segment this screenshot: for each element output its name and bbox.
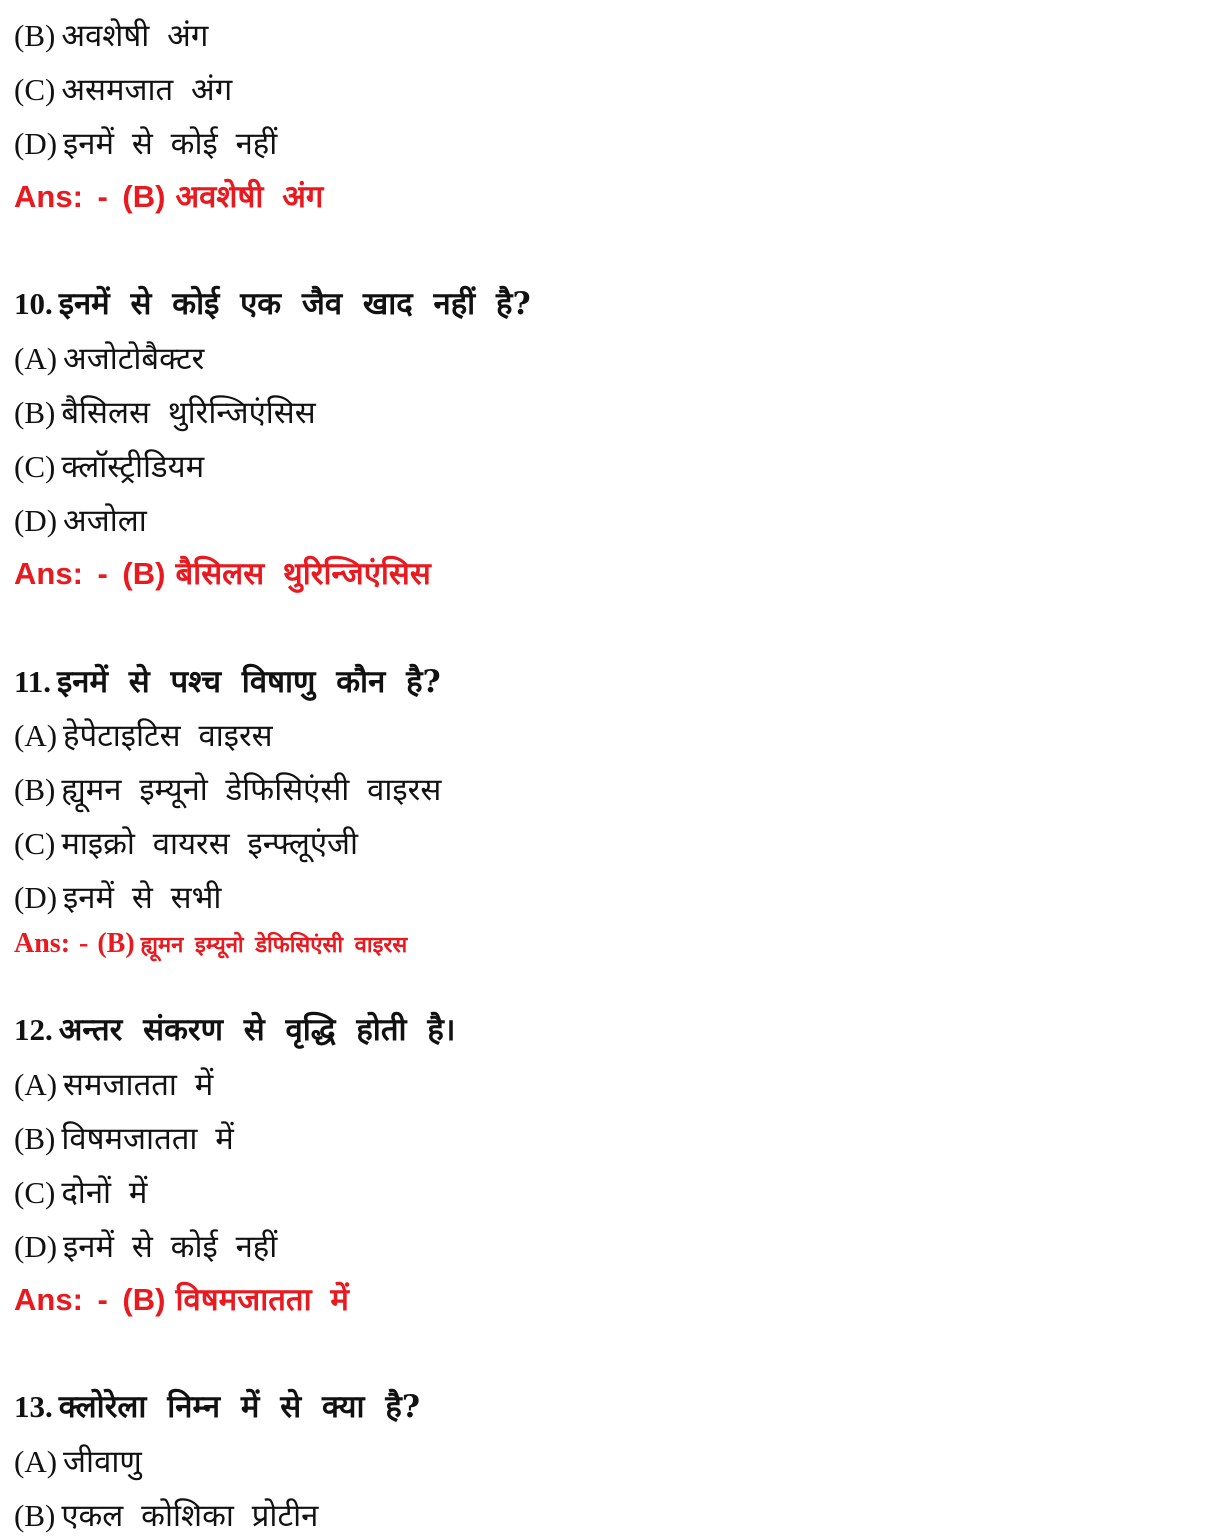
option-label: (A) <box>14 1444 58 1479</box>
option-d <box>14 1227 277 1267</box>
option-text: इनमें से कोई नहीं <box>63 126 278 162</box>
question-10 <box>14 284 531 324</box>
option-label: (C) <box>14 1175 56 1210</box>
option-a <box>14 339 204 379</box>
option-text: इनमें से कोई नहीं <box>63 1229 278 1265</box>
option-label: (B) <box>14 1121 56 1156</box>
answer-text: अवशेषी अंग <box>175 179 324 215</box>
option-text: माइक्रो वायरस इन्फ्लूएंजी <box>61 826 359 862</box>
option-d <box>14 501 147 541</box>
option-text: हेपेटाइटिस वाइरस <box>63 718 273 754</box>
option-label: (D) <box>14 503 58 538</box>
option-a <box>14 1065 213 1105</box>
option-text: विषमजातता में <box>61 1121 234 1157</box>
question-text: क्लोरेला निम्न में से क्या है? <box>58 1389 420 1425</box>
option-text: जीवाणु <box>63 1444 142 1480</box>
option-label: (B) <box>14 772 56 807</box>
option-b <box>14 393 316 433</box>
question-number: 13. <box>14 1389 53 1424</box>
option-label: (D) <box>14 126 58 161</box>
question-number: 12. <box>14 1012 53 1047</box>
option-label: (B) <box>14 18 56 53</box>
question-11 <box>14 662 441 702</box>
option-d <box>14 878 221 918</box>
question-text: अन्तर संकरण से वृद्धि होती है। <box>58 1012 456 1048</box>
option-label: (D) <box>14 880 58 915</box>
option-a <box>14 1442 142 1482</box>
option-label: (C) <box>14 826 56 861</box>
option-text: क्लॉस्ट्रीडियम <box>61 449 205 485</box>
option-text: अजोला <box>63 503 147 539</box>
option-c <box>14 70 232 110</box>
option-b <box>14 1496 318 1536</box>
option-label: (C) <box>14 72 56 107</box>
option-text: इनमें से सभी <box>63 880 222 916</box>
option-label: (A) <box>14 341 58 376</box>
option-label: (B) <box>14 1498 56 1533</box>
option-label: (B) <box>14 395 56 430</box>
answer-line <box>14 177 323 217</box>
option-b <box>14 16 208 56</box>
option-text: एकल कोशिका प्रोटीन <box>61 1498 319 1534</box>
option-text: समजातता में <box>63 1067 214 1103</box>
option-label: (D) <box>14 1229 58 1264</box>
option-text: ह्यूमन इम्यूनो डेफिसिएंसी वाइरस <box>61 772 442 808</box>
answer-label: Ans: - (B) <box>14 556 166 591</box>
option-c <box>14 447 204 487</box>
question-13 <box>14 1387 420 1427</box>
option-a <box>14 716 273 756</box>
option-b <box>14 1119 234 1159</box>
question-text: इनमें से कोई एक जैव खाद नहीं है? <box>58 286 531 322</box>
option-c <box>14 824 358 864</box>
answer-text: विषमजातता में <box>175 1282 349 1318</box>
question-number: 11. <box>14 664 52 699</box>
option-text: बैसिलस थुरिन्जिएंसिस <box>61 395 316 431</box>
option-label: (C) <box>14 449 56 484</box>
option-text: असमजात अंग <box>61 72 233 108</box>
question-text: इनमें से पश्च विषाणु कौन है? <box>57 664 441 700</box>
option-text: अजोटोबैक्टर <box>63 341 205 377</box>
option-label: (A) <box>14 1067 58 1102</box>
option-label: (A) <box>14 718 58 753</box>
option-text: अवशेषी अंग <box>61 18 209 54</box>
answer-line <box>14 1280 349 1320</box>
answer-line <box>14 554 431 594</box>
answer-line <box>14 922 407 965</box>
answer-text: ह्यूमन इम्यूनो डेफिसिएंसी वाइरस <box>140 932 408 958</box>
answer-label: Ans: - (B) <box>14 179 166 214</box>
answer-text: बैसिलस थुरिन्जिएंसिस <box>175 556 431 592</box>
option-c <box>14 1173 147 1213</box>
option-text: दोनों में <box>61 1175 148 1211</box>
answer-label: Ans: - (B) <box>14 1282 166 1317</box>
option-b <box>14 770 441 810</box>
answer-label: Ans: - (B) <box>14 928 135 959</box>
question-12 <box>14 1010 456 1050</box>
question-number: 10. <box>14 286 53 321</box>
option-d <box>14 124 277 164</box>
